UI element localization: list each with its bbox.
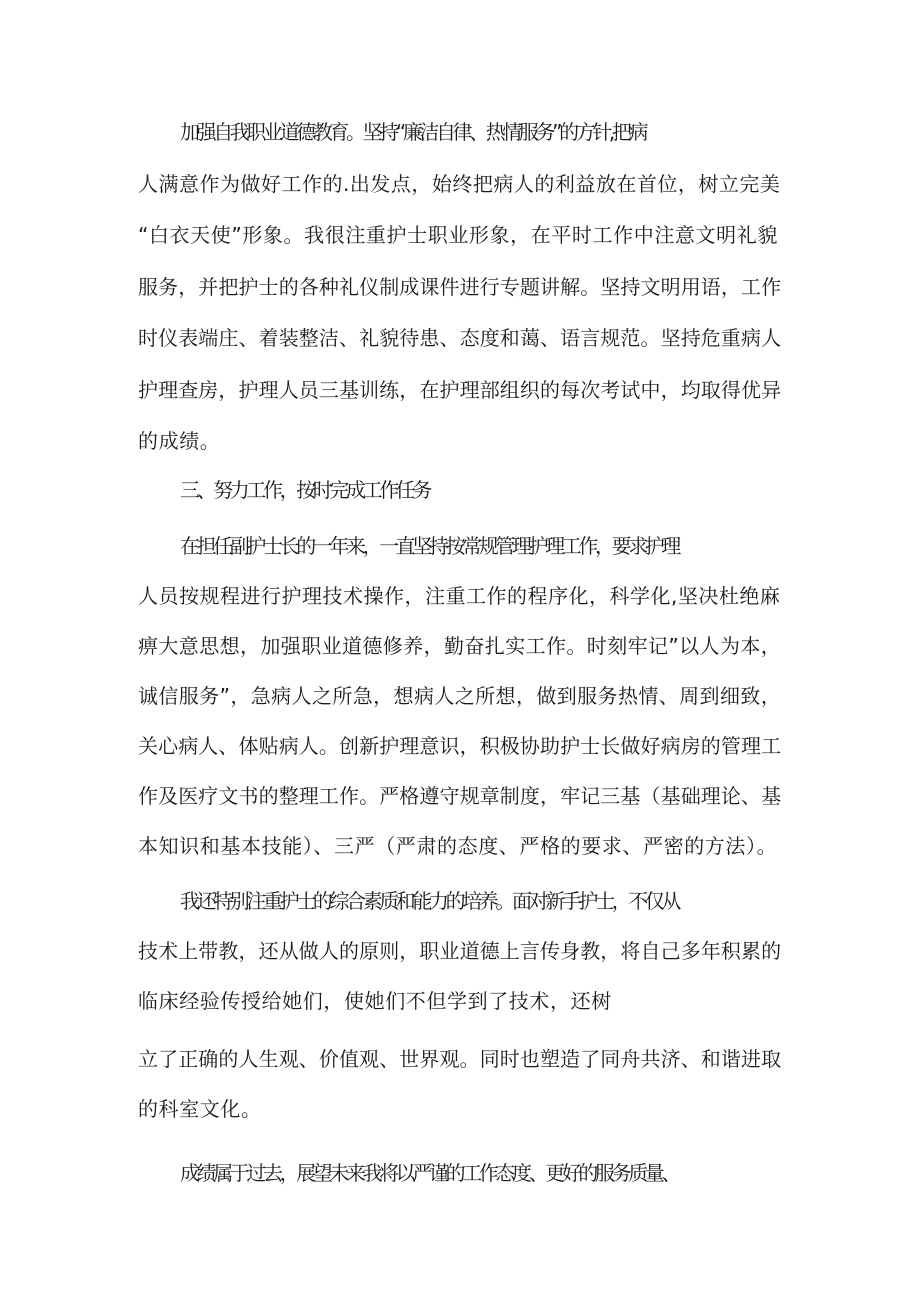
paragraph-2-line-6: 作及医疗文书的整理工作。严格遵守规章制度，牢记三基（基础理论、基 <box>138 784 782 808</box>
paragraph-1-line-2: 人满意作为做好工作的.出发点，始终把病人的利益放在首位，树立完美 <box>138 172 781 196</box>
paragraph-1-line-1: 加强自我职业道德教育。坚持“廉洁自律、热情服务”的方针,把病 <box>180 120 646 144</box>
paragraph-3-line-1: 我还特别注重护士的综合素质和能力的培养。面对新手护士，不仅从 <box>180 889 678 913</box>
paragraph-1-line-7: 的成绩。 <box>138 429 221 453</box>
paragraph-1-line-3: “白衣天使”形象。我很注重护士职业形象，在平时工作中注意文明礼貌 <box>138 223 778 247</box>
paragraph-4-line-2: 的科室文化。 <box>138 1097 262 1121</box>
paragraph-3-line-2: 技术上带教，还从做人的原则，职业道德上言传身教，将自己多年积累的 <box>138 939 782 963</box>
paragraph-2-line-3: 痹大意思想，加强职业道德修养，勤奋扎实工作。时刻牢记”以人为本， <box>138 634 782 658</box>
paragraph-2-line-7: 本知识和基本技能）、三严（严肃的态度、严格的要求、严密的方法）。 <box>138 834 778 858</box>
paragraph-4-line-1: 立了正确的人生观、价值观、世界观。同时也塑造了同舟共济、和谐进取 <box>138 1047 782 1071</box>
paragraph-1-line-5: 时仪表端庄、着装整洁、礼貌待患、态度和蔼、语言规范。坚持危重病人 <box>138 326 782 350</box>
paragraph-1-line-4: 服务，并把护士的各种礼仪制成课件进行专题讲解。坚持文明用语，工作 <box>138 275 782 299</box>
paragraph-3-line-3: 临床经验传授给她们，使她们不但学到了技术，还树 <box>138 989 612 1013</box>
paragraph-2-line-2: 人员按规程进行护理技术操作，注重工作的程序化，科学化,坚决杜绝麻 <box>138 584 781 608</box>
paragraph-2-line-4: 诚信服务”，急病人之所急，想病人之所想，做到服务热情、周到细致， <box>138 684 782 708</box>
paragraph-2-line-5: 关心病人、体贴病人。创新护理意识，积极协助护士长做好病房的管理工 <box>138 734 782 758</box>
paragraph-5-line-1: 成绩属于过去，展望未来我将以严谨的工作态度、更好的服务质量、 <box>180 1161 678 1185</box>
paragraph-1-line-6: 护理查房，护理人员三基训练，在护理部组织的每次考试中，均取得优异 <box>138 378 782 402</box>
section-heading: 三、努力工作，按时完成工作任务 <box>180 478 429 502</box>
paragraph-2-line-1: 在担任副护士长的一年来，一直坚持按常规管理护理工作，要求护理 <box>180 534 678 558</box>
